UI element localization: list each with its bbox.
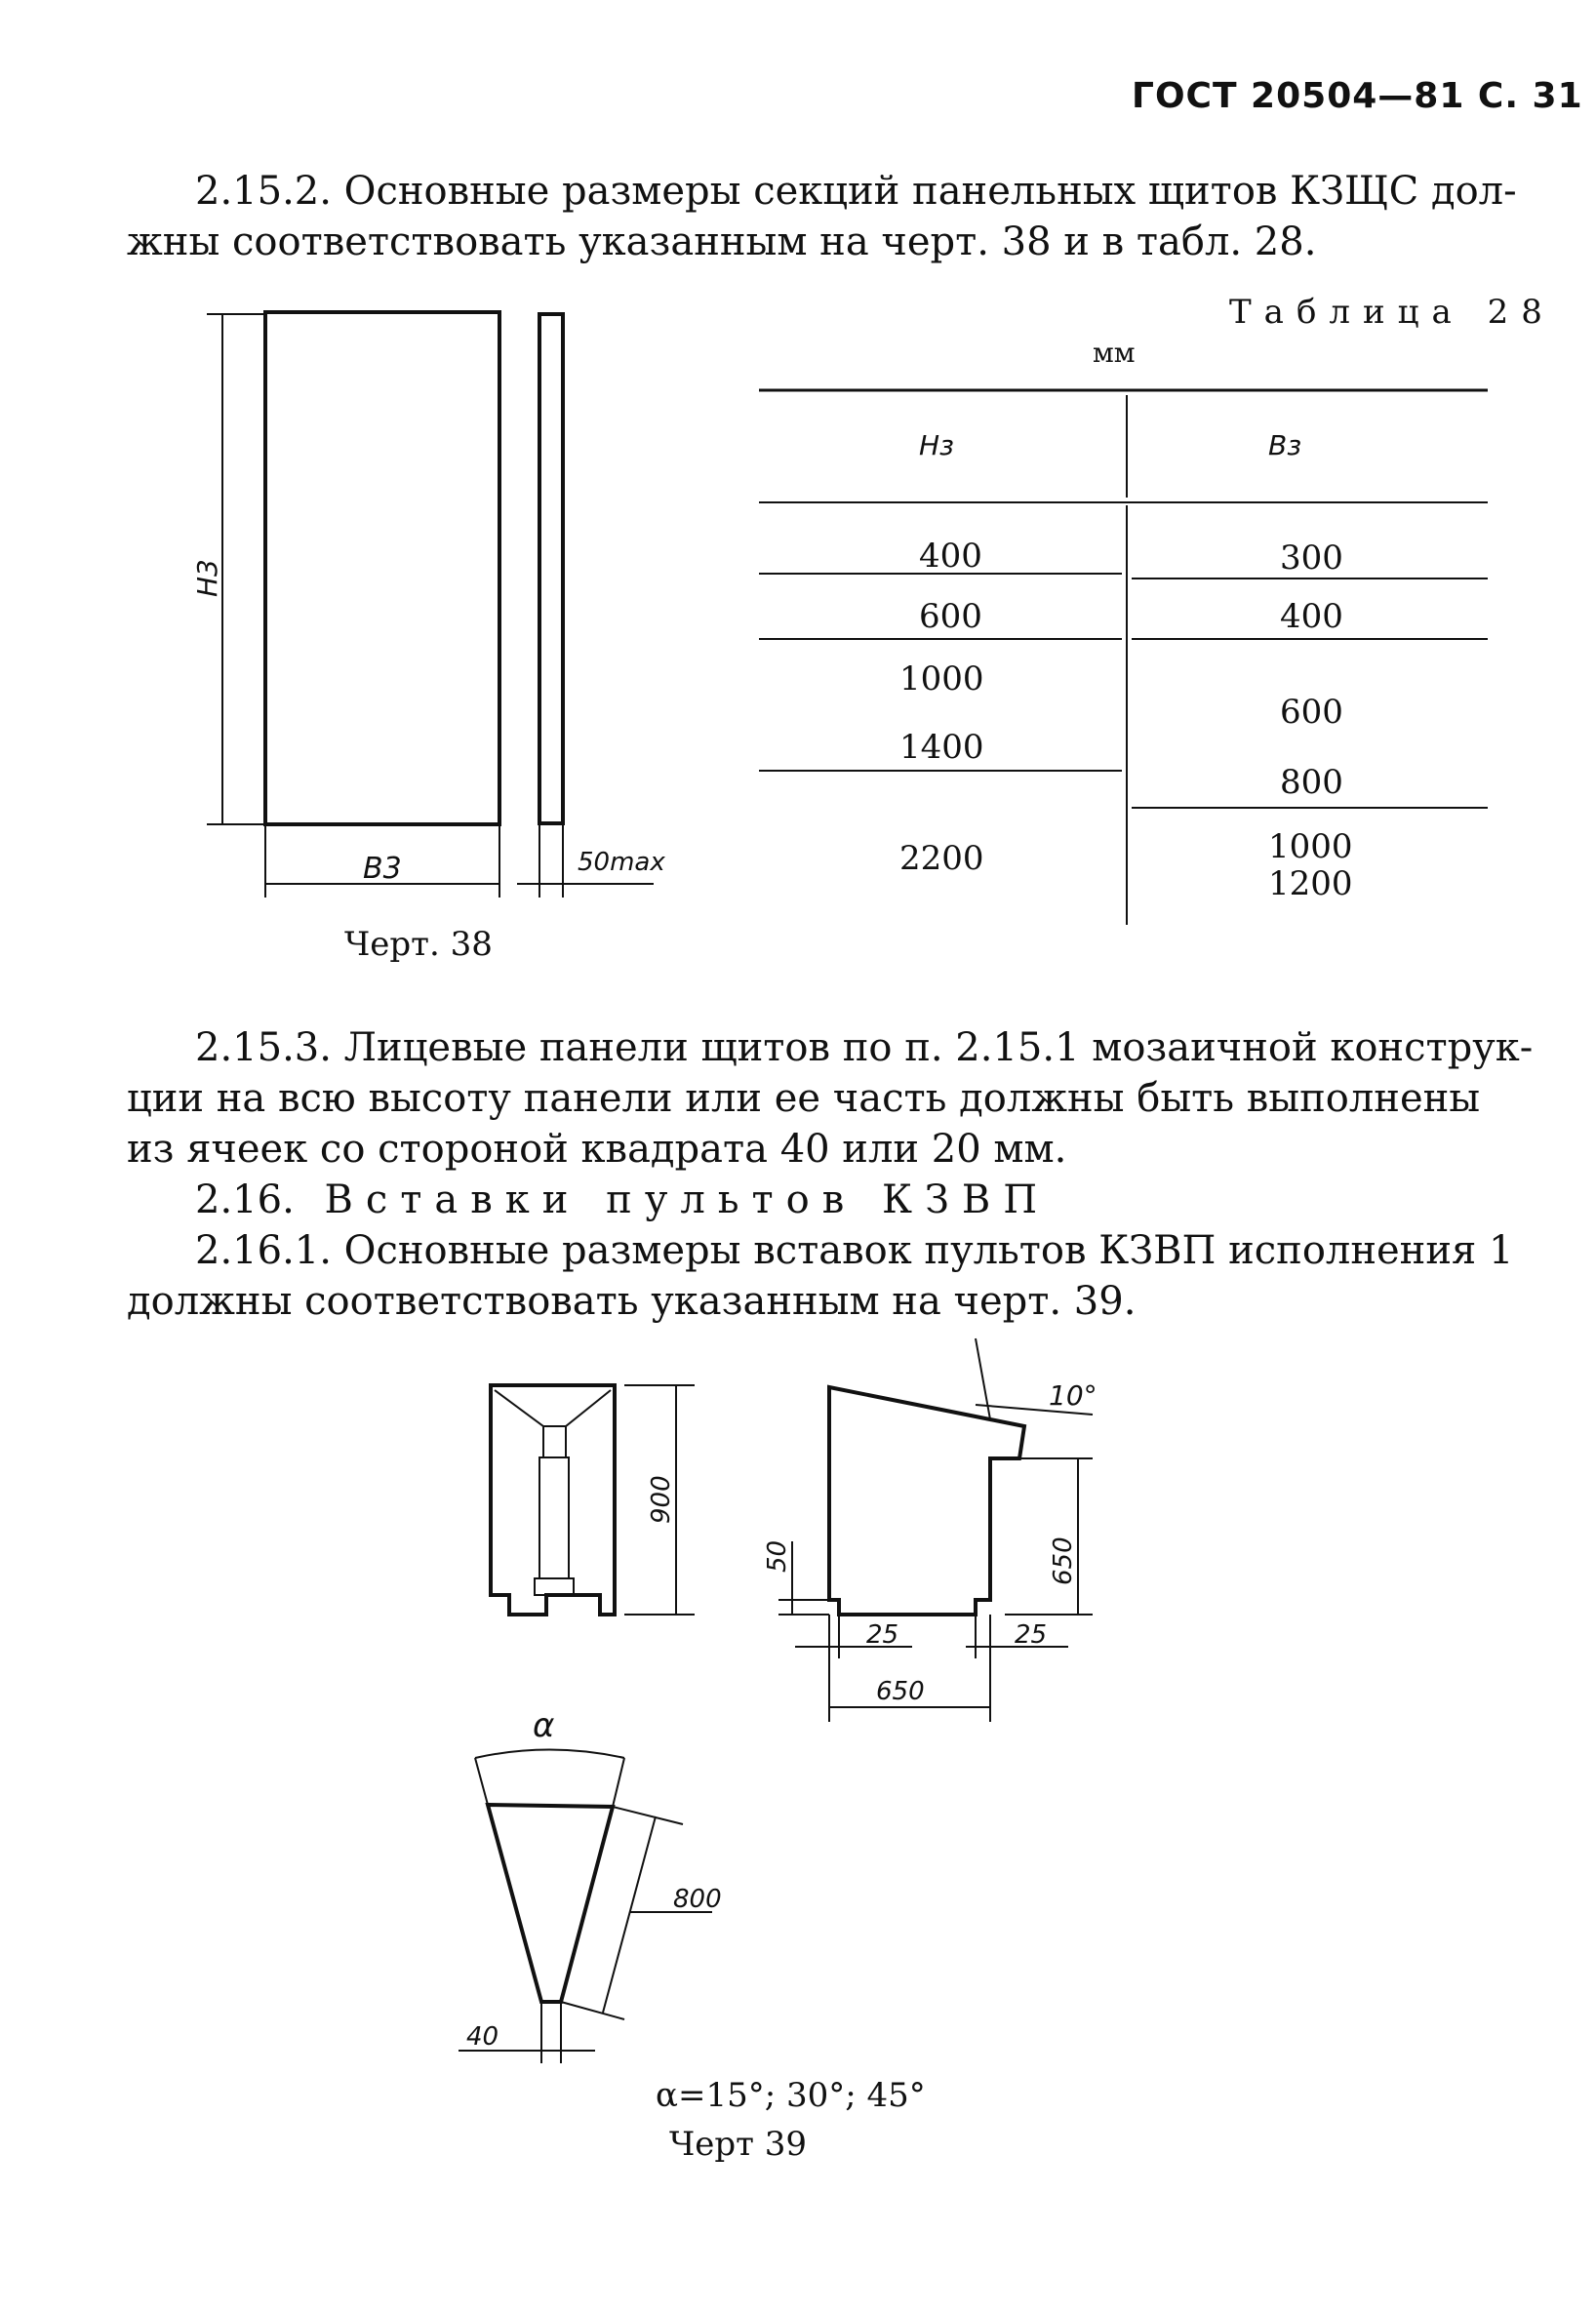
- paragraph-2-15-3: [127, 1022, 1534, 1175]
- paragraph-line: ции на всю высоту панели или ее часть должны быть выполнены: [127, 1076, 1481, 1121]
- dim-label-10deg: 10°: [1049, 1379, 1097, 1412]
- section-2-16-heading: [127, 1175, 1493, 1225]
- table-28-header-b: Bз: [1268, 429, 1302, 461]
- table-cell-h: 1000: [899, 659, 984, 698]
- paragraph-line: 2.15.3. Лицевые панели щитов по п. 2.15.1 мозаичной конструк-: [195, 1025, 1534, 1070]
- dim-label-40: 40: [466, 2022, 499, 2052]
- paragraph-line: должны соответствовать указанным на черт. 39.: [127, 1279, 1137, 1324]
- table-cell-h: 600: [919, 597, 982, 636]
- dim-label-25-left: 25: [866, 1620, 899, 1650]
- dim-label-25-right: 25: [1015, 1620, 1048, 1650]
- paragraph-line: жны соответствовать указанным на черт. 38 и в табл. 28.: [127, 219, 1317, 264]
- table-cell-h: 2200: [899, 839, 984, 878]
- dim-label-b3: B3: [363, 852, 402, 886]
- console-side-outline: [829, 1387, 1024, 1615]
- paragraph-2-16-1: [127, 1225, 1514, 1327]
- dim-label-depth: 50max: [578, 848, 665, 877]
- dim-label-alpha: α: [533, 1706, 555, 1745]
- table-cell-b: 400: [1280, 597, 1343, 636]
- dim-label-900: 900: [647, 1475, 676, 1524]
- table-cell-b: 800: [1280, 763, 1343, 802]
- panel-side-outline: [539, 314, 563, 823]
- table-cell-h: 400: [919, 537, 982, 576]
- drawing-39-caption: Черт 39: [669, 2125, 808, 2164]
- dim-label-800: 800: [673, 1885, 722, 1914]
- table-cell-b: 600: [1280, 693, 1343, 732]
- console-front-outline: [491, 1385, 615, 1615]
- page-header: ГОСТ 20504—81 С. 31: [1132, 76, 1583, 116]
- drawing-38-caption: Черт. 38: [344, 925, 493, 964]
- dim-label-650-vertical: 650: [1049, 1536, 1078, 1585]
- dim-label-h3: H3: [191, 559, 223, 597]
- table-cell-h: 1400: [899, 728, 984, 767]
- section-title: Вставки пультов КЗВП: [324, 1177, 1051, 1222]
- table-28-title: Таблица 28: [1229, 293, 1555, 332]
- table-cell-b: 300: [1280, 539, 1343, 578]
- paragraph-line: 2.16.1. Основные размеры вставок пультов КЗВП исполнения 1: [195, 1228, 1514, 1273]
- section-number: 2.16.: [195, 1177, 295, 1222]
- table-28-header-h: Hз: [919, 429, 954, 461]
- console-wedge-outline: [488, 1805, 613, 2002]
- paragraph-line: 2.15.2. Основные размеры секций панельных щитов КЗЩС дол-: [195, 169, 1517, 214]
- table-cell-b: 1000: [1268, 827, 1353, 866]
- paragraph-line: из ячеек со стороной квадрата 40 или 20 мм.: [127, 1127, 1067, 1172]
- alpha-values: α=15°; 30°; 45°: [656, 2076, 926, 2115]
- table-28-units: мм: [1093, 337, 1136, 369]
- dim-label-650-horizontal: 650: [876, 1677, 925, 1706]
- dim-label-50: 50: [763, 1539, 792, 1573]
- panel-front-outline: [265, 312, 499, 824]
- table-cell-b: 1200: [1268, 864, 1353, 903]
